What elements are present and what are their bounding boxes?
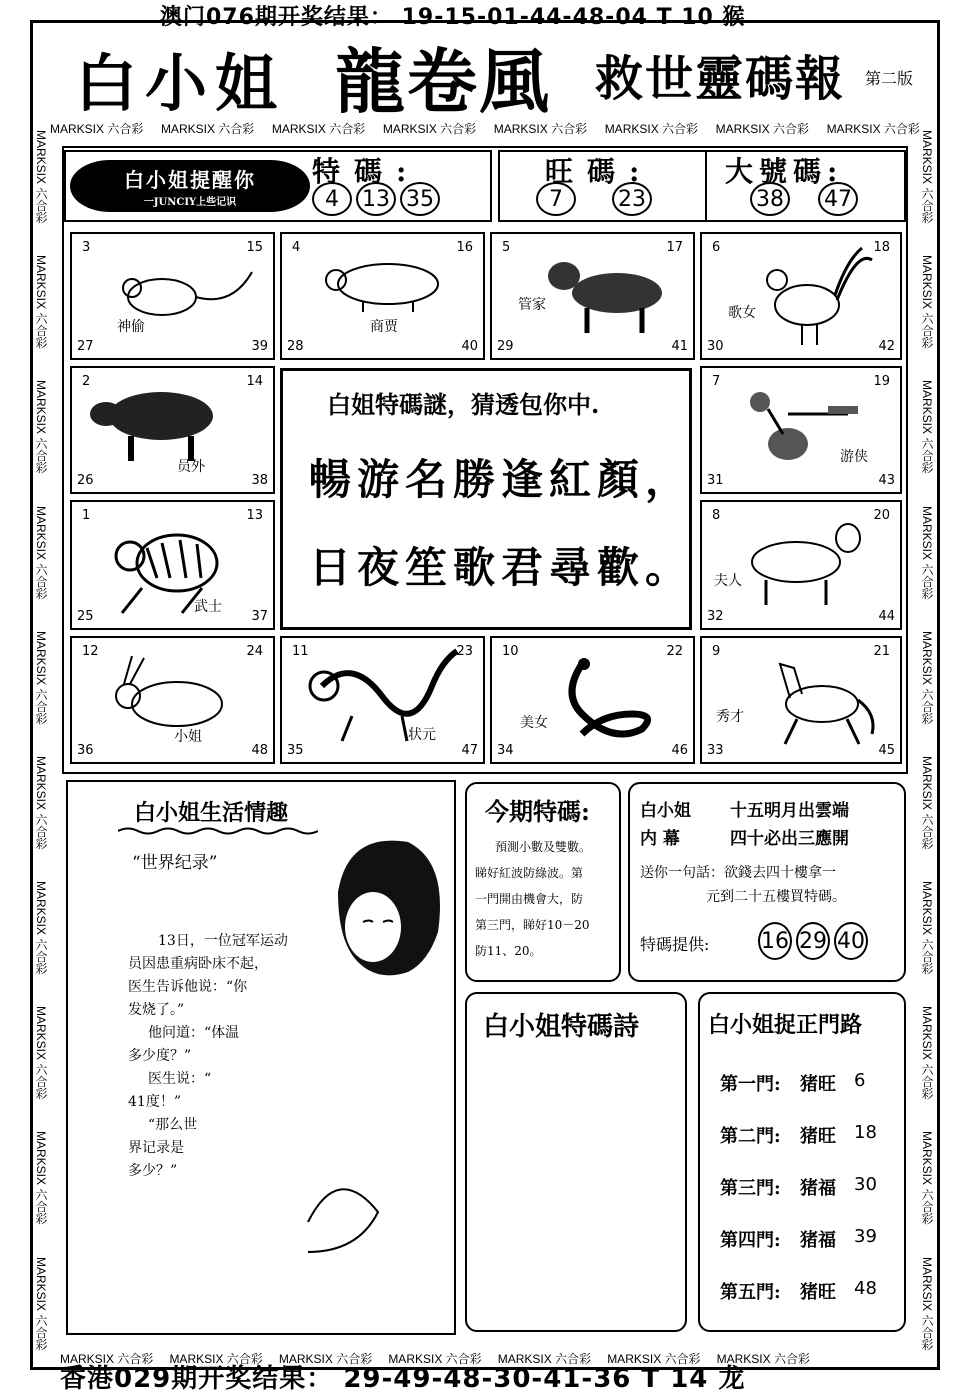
door-number: 18 [854,1122,877,1143]
watermark: MARKSIX 六合彩 [920,1006,934,1100]
zodiac-number: 47 [461,743,478,758]
provide-label: 特碼提供: [640,935,710,954]
zodiac-caption: 夫人 [714,573,742,589]
this-issue-line: 第三門，睇好10－20 [475,918,590,932]
watermark: MARKSIX 六合彩 [34,505,48,599]
watermark: MARKSIX 六合彩 [34,630,48,725]
number-ball: 13 [356,182,396,216]
number-ball: 35 [400,182,440,216]
door-number: 48 [854,1278,877,1299]
zodiac-caption: 商贾 [370,319,398,335]
zodiac-caption: 武士 [194,599,222,615]
door-label: 第一門: [720,1074,781,1095]
door-zodiac: 猪福 [800,1230,836,1251]
zodiac-cell-rooster [700,232,902,360]
provide-numbers [758,922,872,960]
zodiac-caption: 秀才 [716,709,744,725]
watermark: MARKSIX 六合彩 [60,1352,154,1366]
zodiac-number: 16 [456,240,473,255]
door-label: 第四門: [720,1230,781,1251]
watermark: MARKSIX 六合彩 [34,881,48,975]
life-line: “那么世 [148,1117,198,1133]
door-zodiac: 猪旺 [800,1282,836,1303]
watermark: MARKSIX 六合彩 [34,755,48,850]
number-ball: 40 [834,922,868,960]
this-issue-line: 睇好紅波防綠波。第 [475,866,584,880]
top-result-banner: 澳门076期开奖结果： 19-15-01-44-48-04 T 10 猴 [160,5,746,30]
number-ball: 16 [758,922,792,960]
watermark: MARKSIX 六合彩 [920,130,934,224]
door-row [720,1226,890,1252]
watermark: MARKSIX 六合彩 [920,1131,934,1225]
title-main: 龍卷風 [335,41,551,123]
zodiac-number: 7 [712,374,721,389]
zodiac-number: 14 [246,374,263,389]
watermark: MARKSIX 六合彩 [715,122,809,136]
zodiac-number: 41 [671,339,688,354]
life-line: 医生说：“ [148,1071,212,1087]
zodiac-number: 42 [878,339,895,354]
number-ball: 7 [536,182,576,216]
zodiac-caption: 歌女 [728,305,756,321]
zodiac-number: 43 [878,473,895,488]
number-ball: 29 [796,922,830,960]
zodiac-cell-dragon [280,636,485,764]
zodiac-number: 2 [82,374,91,389]
goat-icon [736,512,876,612]
zodiac-number: 6 [712,240,721,255]
zodiac-number: 39 [251,339,268,354]
zodiac-cell-goat [700,500,902,630]
wave-divider [118,826,318,836]
zodiac-caption: 小姐 [174,729,202,745]
zodiac-cell-pig [280,232,485,360]
zodiac-cell-ox [70,366,275,494]
inside-line: 十五明月出雲端 [730,801,849,821]
watermark: MARKSIX 六合彩 [920,505,934,599]
zodiac-number: 8 [712,508,721,523]
door-zodiac: 猪福 [800,1178,836,1199]
door-number: 30 [854,1174,877,1195]
zodiac-number: 27 [77,339,94,354]
zodiac-cell-tiger [70,500,275,630]
zodiac-number: 30 [707,339,724,354]
dog-icon [542,248,682,338]
door-label: 第三門: [720,1178,781,1199]
watermark: MARKSIX 六合彩 [271,122,366,136]
life-story [128,930,328,1183]
riddle-line-2: 日夜笙歌君尋歡。 [309,543,694,592]
this-issue-line: 防11、20。 [475,944,542,958]
life-line: 界记录是 [128,1140,184,1156]
watermark: MARKSIX 六合彩 [604,122,699,136]
zodiac-number: 34 [497,743,514,758]
life-line: 发烧了。” [128,1002,185,1018]
doors-box [698,992,906,1332]
zodiac-number: 28 [287,339,304,354]
watermark: MARKSIX 六合彩 [34,380,48,474]
zodiac-number: 9 [712,644,721,659]
zodiac-number: 12 [82,644,99,659]
life-line: 13日，一位冠军运动 [158,933,288,949]
zodiac-number: 21 [873,644,890,659]
watermark: MARKSIX 六合彩 [278,1352,373,1366]
zodiac-number: 3 [82,240,91,255]
door-number: 39 [854,1226,877,1247]
zodiac-number: 48 [251,743,268,758]
door-zodiac: 猪旺 [800,1126,836,1147]
watermark: MARKSIX 六合彩 [160,122,255,136]
zodiac-number: 35 [287,743,304,758]
zodiac-number: 33 [707,743,724,758]
inside-label: 内 幕 [640,829,680,849]
riddle-box [280,368,692,630]
zodiac-number: 23 [456,644,473,659]
inside-box [628,782,906,982]
zodiac-cell-rabbit [70,636,275,764]
zodiac-number: 11 [292,644,309,659]
door-number: 6 [854,1070,866,1091]
special-numbers [312,182,444,216]
zodiac-number: 32 [707,609,724,624]
zodiac-number: 45 [878,743,895,758]
pig-icon [318,254,458,314]
number-ball: 4 [312,182,352,216]
door-label: 第五門: [720,1282,781,1303]
riddle-line-1: 暢游名勝逢紅顏， [309,455,694,504]
zodiac-number: 19 [873,374,890,389]
zodiac-number: 44 [878,609,895,624]
life-line: 医生告诉他说：“你 [128,979,248,995]
door-row [720,1122,890,1148]
watermark: MARKSIX 六合彩 [34,1006,48,1100]
watermark: MARKSIX 六合彩 [169,1352,263,1366]
rooster-icon [757,240,877,350]
this-issue-text [475,834,619,964]
life-line: 41度！” [128,1094,181,1110]
ox-icon [86,376,236,466]
zodiac-caption: 游侠 [840,449,868,465]
reminder-subtext: 一JUNCIY上些记识 [143,197,237,208]
big-label: 大號碼: [725,155,844,188]
reminder-text: 白小姐提醒你 [124,168,256,192]
door-row [720,1070,890,1096]
watermark: MARKSIX 六合彩 [34,130,48,224]
riddle-intro: 白姐特碼謎，猜透包你中. [327,390,600,419]
zodiac-cell-snake [490,636,695,764]
watermark: MARKSIX 六合彩 [50,122,144,136]
this-issue-line: 預測小數及雙數。 [495,840,592,854]
poem-box [465,992,687,1332]
inside-line: 元到二十五樓買特碼。 [706,889,846,905]
this-issue-box [465,782,621,982]
zodiac-caption: 状元 [408,727,436,743]
watermark: MARKSIX 六合彩 [920,755,934,850]
hot-label: 旺碼: [545,155,654,188]
horse-icon [762,654,882,754]
zodiac-cell-dog [490,232,695,360]
zodiac-number: 18 [873,240,890,255]
life-title: 白小姐生活情趣 [134,800,289,826]
title-sub: 救世靈碼報 [595,51,846,107]
watermark: MARKSIX 六合彩 [34,1256,48,1350]
zodiac-number: 26 [77,473,94,488]
this-issue-line: 一門開由機會大，防 [475,892,584,906]
life-subtitle: “世界纪录” [132,853,218,873]
zodiac-number: 46 [671,743,688,758]
watermark: MARKSIX 六合彩 [716,1352,810,1366]
watermark: MARKSIX 六合彩 [34,1131,48,1225]
edition-label: 第二版 [865,69,914,88]
rabbit-icon [102,654,232,734]
life-line: 多少度？” [128,1048,192,1064]
watermark: MARKSIX 六合彩 [920,881,934,975]
poem-title: 白小姐特碼詩 [483,1012,640,1042]
watermark: MARKSIX 六合彩 [920,255,934,349]
bottom-result-banner: 香港029期开奖结果： 29-49-48-30-41-36 T 14 龙 [60,1364,746,1394]
zodiac-number: 13 [246,508,263,523]
zodiac-cell-horse [700,636,902,764]
zodiac-number: 31 [707,473,724,488]
life-line: 多少？” [128,1163,178,1179]
inside-line: 四十必出三應開 [730,829,849,849]
watermark-col-left [36,130,50,1350]
zodiac-caption: 员外 [177,459,205,475]
zodiac-cell-monkey [700,366,902,494]
zodiac-number: 1 [82,508,91,523]
special-label: 特碼: [312,155,421,188]
watermark: MARKSIX 六合彩 [388,1352,482,1366]
title-name: 白小姐 [75,47,286,120]
zodiac-number: 15 [246,240,263,255]
watermark: MARKSIX 六合彩 [607,1352,701,1366]
big-numbers [750,182,862,216]
zodiac-number: 29 [497,339,514,354]
this-issue-title: 今期特碼: [485,797,590,826]
watermark: MARKSIX 六合彩 [382,122,477,136]
zodiac-number: 20 [873,508,890,523]
divider [705,152,707,220]
zodiac-number: 4 [292,240,301,255]
number-ball: 38 [750,182,790,216]
watermark: MARKSIX 六合彩 [920,380,934,474]
zodiac-number: 22 [666,644,683,659]
door-label: 第二門: [720,1126,781,1147]
life-section [66,780,456,1335]
zodiac-number: 17 [666,240,683,255]
zodiac-number: 37 [251,609,268,624]
watermark: MARKSIX 六合彩 [920,630,934,725]
zodiac-caption: 神偷 [117,319,145,335]
zodiac-caption: 美女 [520,715,548,731]
zodiac-number: 25 [77,609,94,624]
watermark: MARKSIX 六合彩 [497,1352,592,1366]
zodiac-number: 5 [502,240,511,255]
doors-title: 白小姐捉正門路 [708,1012,863,1038]
door-row [720,1278,890,1304]
zodiac-number: 36 [77,743,94,758]
life-line: 员因患重病卧床不起， [128,956,268,972]
zodiac-number: 40 [461,339,478,354]
watermark: MARKSIX 六合彩 [826,122,920,136]
life-line: 他问道：“体温 [148,1025,240,1041]
door-row [720,1174,890,1200]
number-ball: 23 [612,182,652,216]
door-zodiac: 猪旺 [800,1074,836,1095]
hot-numbers [536,182,656,216]
zodiac-number: 10 [502,644,519,659]
inside-line: 送你一句話：欲錢去四十樓拿一 [640,865,836,881]
zodiac-cell-rat [70,232,275,360]
watermark-row-top [50,120,920,137]
snake-icon [552,654,662,754]
zodiac-number: 38 [251,473,268,488]
number-ball: 47 [818,182,858,216]
zodiac-caption: 管家 [518,297,546,313]
zodiac-number: 24 [246,644,263,659]
dragon-icon [302,646,462,756]
watermark: MARKSIX 六合彩 [493,122,588,136]
watermark: MARKSIX 六合彩 [920,1256,934,1350]
inside-label: 白小姐 [640,801,691,821]
reminder-bubble [70,160,310,212]
watermark: MARKSIX 六合彩 [34,255,48,349]
